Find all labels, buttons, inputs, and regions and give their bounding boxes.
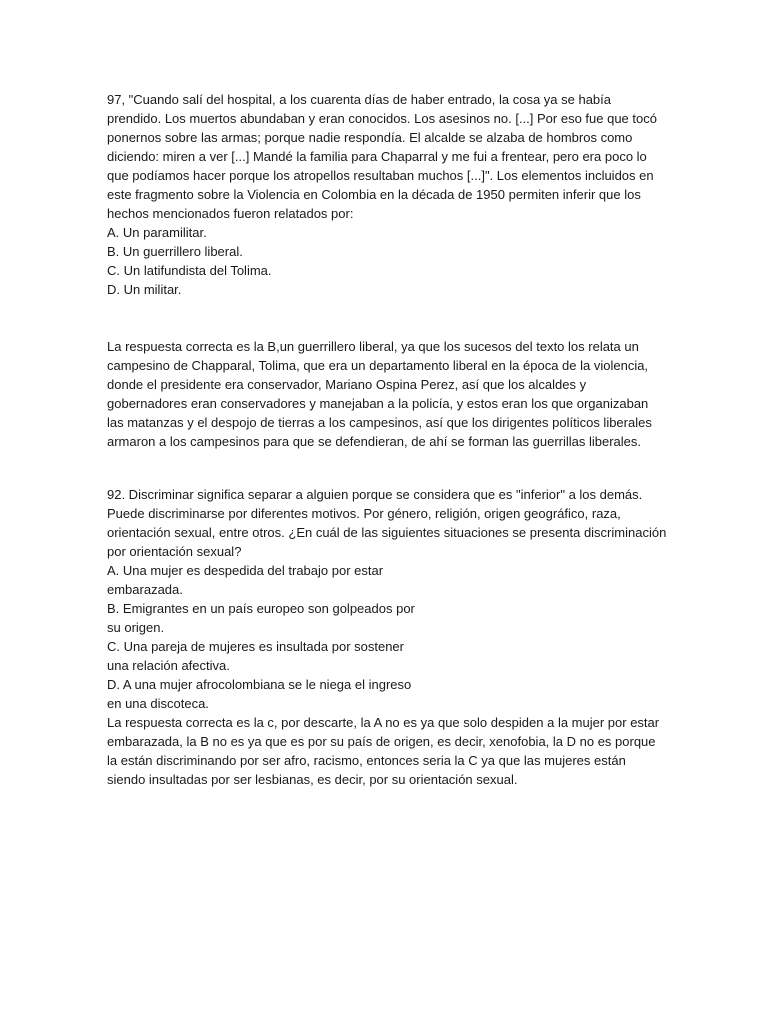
spacer [107, 299, 667, 337]
question-97-option-d: D. Un militar. [107, 282, 182, 297]
question-97 [107, 90, 667, 451]
question-92 [107, 485, 667, 789]
question-92-option-c-line-2: una relación afectiva. [107, 658, 230, 673]
question-92-option-a-line-2: embarazada. [107, 582, 183, 597]
question-92-text: 92. Discriminar significa separar a alguien porque se considera que es "inferior" a los demás. Puede discriminarse por diferentes motivos. Por género, religión, origen geográfico, raza, orientación sexual, entre otros. ¿En cuál de las siguientes situaciones se presenta discriminación por orientación sexual? [107, 487, 667, 559]
question-92-option-b-line-2: su origen. [107, 620, 165, 635]
question-92-option-a-line-1: A. Una mujer es despedida del trabajo por estar [107, 563, 384, 578]
question-92-option-d-line-1: D. A una mujer afrocolombiana se le niega el ingreso [107, 677, 412, 692]
question-92-option-d-line-2: en una discoteca. [107, 696, 209, 711]
question-97-option-a: A. Un paramilitar. [107, 225, 207, 240]
question-92-option-b-line-1: B. Emigrantes en un país europeo son golpeados por [107, 601, 415, 616]
question-97-text: 97, "Cuando salí del hospital, a los cuarenta días de haber entrado, la cosa ya se había prendido. Los muertos abundaban y eran conocidos. Los asesinos no. [...] Por eso fue que tocó ponernos sobre las armas; porque nadie respondía. El alcalde se alzaba de hombros como diciendo: miren a ver [...] Mandé la familia para Chaparral y me fui a frentear, pero era poco lo que podíamos hacer porque los atropellos resultaban muchos [...]". Los elementos incluidos en este fragmento sobre la Violencia en Colombia en la década de 1950 permiten inferir que los hechos mencionados fueron relatados por: [107, 92, 657, 221]
question-97-option-c: C. Un latifundista del Tolima. [107, 263, 272, 278]
question-97-answer: La respuesta correcta es la B,un guerrillero liberal, ya que los sucesos del texto los relata un campesino de Chapparal, Tolima, que era un departamento liberal en la época de la violencia, donde el presidente era conservador, Mariano Ospina Perez, así que los alcaldes y gobernadores eran conservadores y manejaban a la policía, y estos eran los que organizaban las matanzas y el despojo de tierras a los campesinos, así que los dirigentes políticos liberales armaron a los campesinos para que se defendieran, de ahí se forman las guerrillas liberales. [107, 339, 652, 449]
question-92-answer: La respuesta correcta es la c, por descarte, la A no es ya que solo despiden a la mujer por estar embarazada, la B no es ya que es por su país de origen, es decir, xenofobia, la D no es porque la están discriminando por ser afro, racismo, entonces seria la C ya que las mujeres están siendo insultadas por ser lesbianas, es decir, por su orientación sexual. [107, 715, 660, 787]
question-92-option-c-line-1: C. Una pareja de mujeres es insultada por sostener [107, 639, 404, 654]
document-page [107, 90, 667, 789]
question-97-option-b: B. Un guerrillero liberal. [107, 244, 243, 259]
spacer [107, 451, 667, 485]
